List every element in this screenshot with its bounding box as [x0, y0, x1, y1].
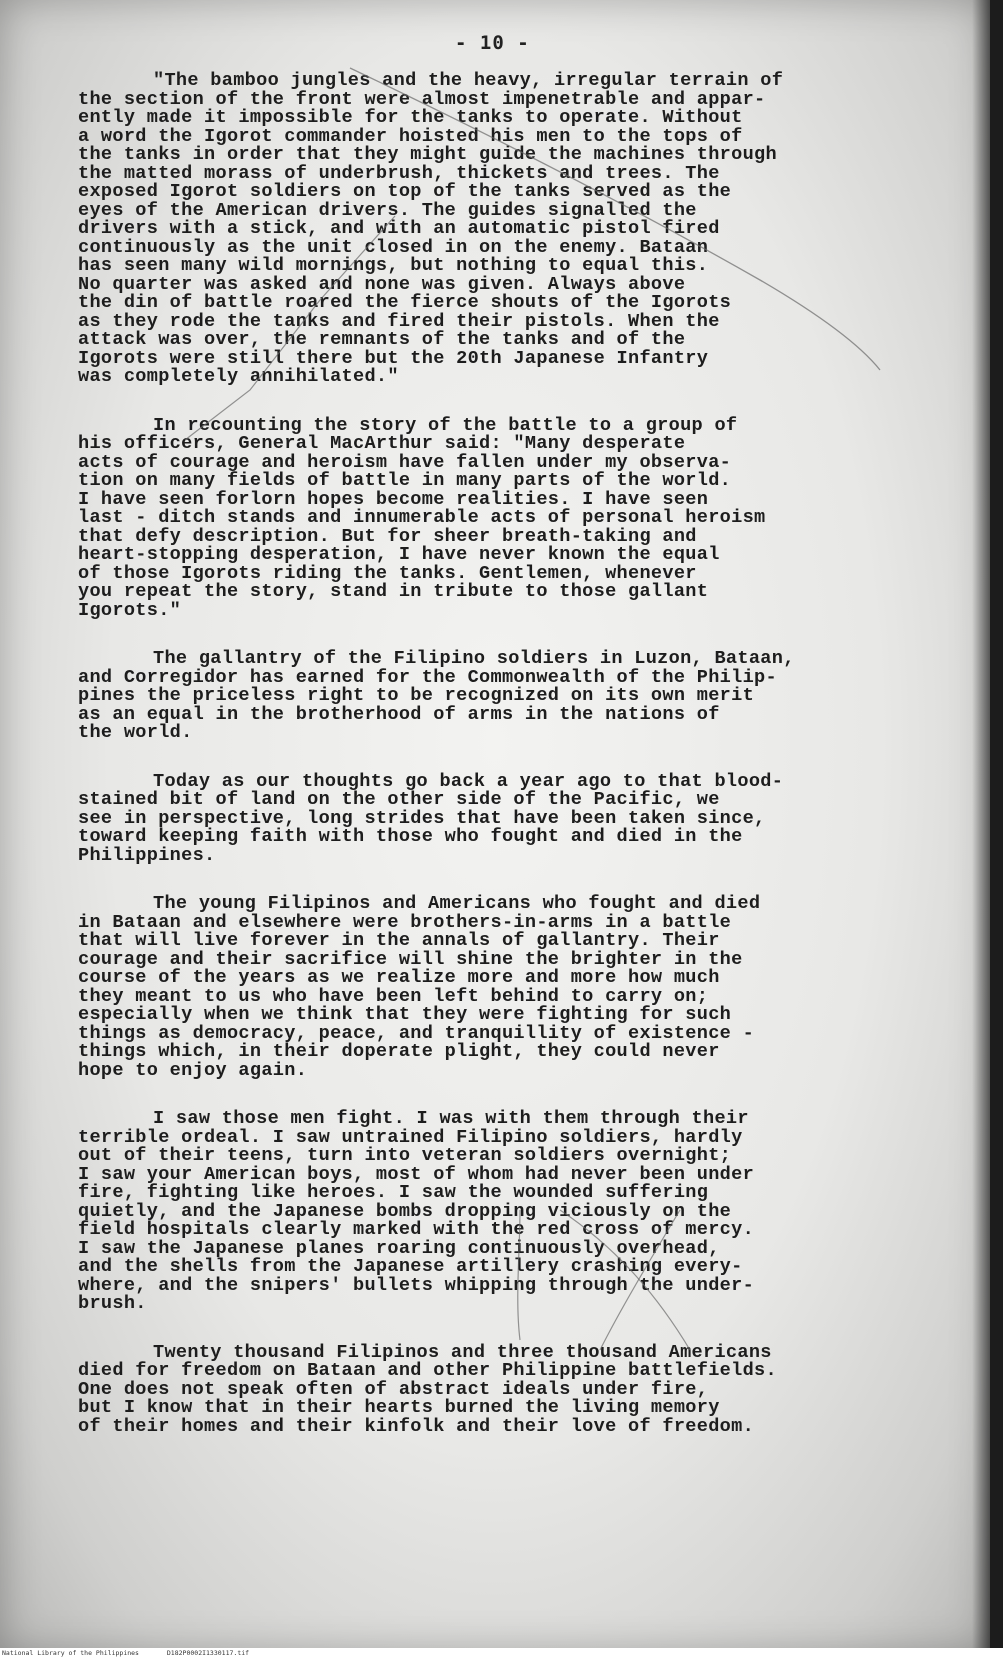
text-line: eyes of the American drivers. The guides signalled the: [78, 199, 697, 221]
text-line: quietly, and the Japanese bombs dropping viciously on the: [78, 1200, 732, 1222]
paragraph-young-filipinos: [78, 895, 978, 1080]
text-line: I have seen forlorn hopes become realities. I have seen: [78, 488, 709, 510]
text-line: where, and the snipers' bullets whipping through the under-: [78, 1274, 755, 1296]
text-line: see in perspective, long strides that have been taken since,: [78, 807, 766, 829]
text-line: toward keeping faith with those who fought and died in the: [78, 826, 743, 847]
text-line: stained bit of land on the other side of the Pacific, we: [78, 789, 720, 810]
text-line: the section of the front were almost impenetrable and appar-: [78, 88, 766, 110]
text-line: ently made it impossible for the tanks to operate. Without: [78, 107, 743, 128]
text-line: Igorots.": [78, 599, 182, 621]
text-line: that will live forever in the annals of gallantry. Their: [78, 930, 720, 951]
text-line: The gallantry of the Filipino soldiers in Luzon, Bataan,: [153, 648, 795, 669]
text-line: acts of courage and heroism have fallen under my observa-: [78, 451, 732, 473]
text-line: field hospitals clearly marked with the red cross of mercy.: [78, 1219, 755, 1240]
footer-file-label: D182P0002I1330117.tif: [166, 1649, 250, 1657]
text-line: you repeat the story, stand in tribute to those gallant: [78, 581, 709, 602]
paragraph-i-saw: [78, 1110, 978, 1314]
text-line: has seen many wild mornings, but nothing to equal this.: [78, 255, 709, 276]
text-line: drivers with a stick, and with an automatic pistol fired: [78, 218, 720, 239]
text-line: Twenty thousand Filipinos and three thousand Americans: [153, 1341, 772, 1363]
text-line: In recounting the story of the battle to a group of: [153, 414, 738, 436]
text-line: of their homes and their kinfolk and their love of freedom.: [78, 1415, 755, 1437]
paragraph-twenty-thousand: [78, 1341, 978, 1437]
text-line: course of the years as we realize more and more how much: [78, 967, 720, 988]
text-line: brush.: [78, 1293, 147, 1314]
text-line: especially when we think that they were fighting for such: [78, 1004, 732, 1025]
footer-library-label: National Library of the Philippines: [2, 1649, 139, 1657]
text-line: out of their teens, turn into veteran soldiers overnight;: [78, 1145, 732, 1166]
text-line: tion on many fields of battle in many parts of the world.: [78, 470, 732, 491]
text-line: as an equal in the brotherhood of arms in the nations of: [78, 703, 720, 725]
text-line: attack was over, the remnants of the tanks and of the: [78, 329, 686, 350]
text-line: that defy description. But for sheer breath-taking and: [78, 525, 697, 547]
text-line: as they rode the tanks and fired their pistols. When the: [78, 310, 720, 332]
text-line: died for freedom on Bataan and other Philippine battlefields.: [78, 1360, 777, 1381]
text-line: hope to enjoy again.: [78, 1059, 308, 1081]
text-line: No quarter was asked and none was given. Always above: [78, 273, 686, 295]
page-number: - 10 -: [455, 32, 530, 54]
text-line: The young Filipinos and Americans who fought and died: [153, 893, 761, 914]
text-line: I saw your American boys, most of whom had never been under: [78, 1163, 755, 1185]
text-line: last - ditch stands and innumerable acts of personal heroism: [78, 507, 766, 528]
text-line: in Bataan and elsewhere were brothers-in-arms in a battle: [78, 911, 732, 933]
text-line: his officers, General MacArthur said: "Many desperate: [78, 433, 686, 454]
text-line: they meant to us who have been left behind to carry on;: [78, 985, 709, 1007]
text-line: Philippines.: [78, 844, 216, 866]
text-line: terrible ordeal. I saw untrained Filipino soldiers, hardly: [78, 1126, 743, 1148]
paragraph-today: [78, 770, 978, 866]
text-line: Igorots were still there but the 20th Japanese Infantry: [78, 347, 709, 369]
text-line: heart-stopping desperation, I have never known the equal: [78, 544, 720, 565]
text-line: courage and their sacrifice will shine the brighter in the: [78, 948, 743, 970]
paragraph-igorot-quote: [78, 72, 978, 387]
text-line: things which, in their doperate plight, they could never: [78, 1041, 720, 1062]
text-line: exposed Igorot soldiers on top of the tanks served as the: [78, 181, 732, 202]
text-line: of those Igorots riding the tanks. Gentlemen, whenever: [78, 562, 697, 584]
text-line: and the shells from the Japanese artillery crashing every-: [78, 1256, 743, 1277]
text-line: One does not speak often of abstract ideals under fire,: [78, 1378, 709, 1400]
paragraph-gallantry: [78, 650, 978, 743]
text-line: and Corregidor has earned for the Commonwealth of the Philip-: [78, 666, 777, 688]
text-line: Today as our thoughts go back a year ago to that blood-: [153, 770, 784, 792]
text-line: "The bamboo jungles and the heavy, irregular terrain of: [153, 70, 784, 91]
text-line: but I know that in their hearts burned the living memory: [78, 1397, 720, 1418]
text-line: the din of battle roared the fierce shouts of the Igorots: [78, 292, 732, 313]
text-line: the tanks in order that they might guide the machines through: [78, 144, 777, 165]
text-line: I saw those men fight. I was with them through their: [153, 1108, 749, 1129]
text-line: continuously as the unit closed in on the enemy. Bataan: [78, 236, 709, 258]
text-line: I saw the Japanese planes roaring continuously overhead,: [78, 1237, 720, 1259]
text-line: fire, fighting like heroes. I saw the wounded suffering: [78, 1182, 709, 1203]
text-line: things as democracy, peace, and tranquillity of existence -: [78, 1022, 755, 1044]
text-line: pines the priceless right to be recognized on its own merit: [78, 685, 755, 706]
text-line: the world.: [78, 722, 193, 743]
paragraph-macarthur: [78, 414, 978, 621]
text-line: the matted morass of underbrush, thickets and trees. The: [78, 162, 720, 184]
text-line: was completely annihilated.": [78, 366, 399, 387]
text-line: a word the Igorot commander hoisted his men to the tops of: [78, 125, 743, 147]
body-text: [78, 72, 978, 1466]
archive-footer: [0, 1648, 1003, 1658]
